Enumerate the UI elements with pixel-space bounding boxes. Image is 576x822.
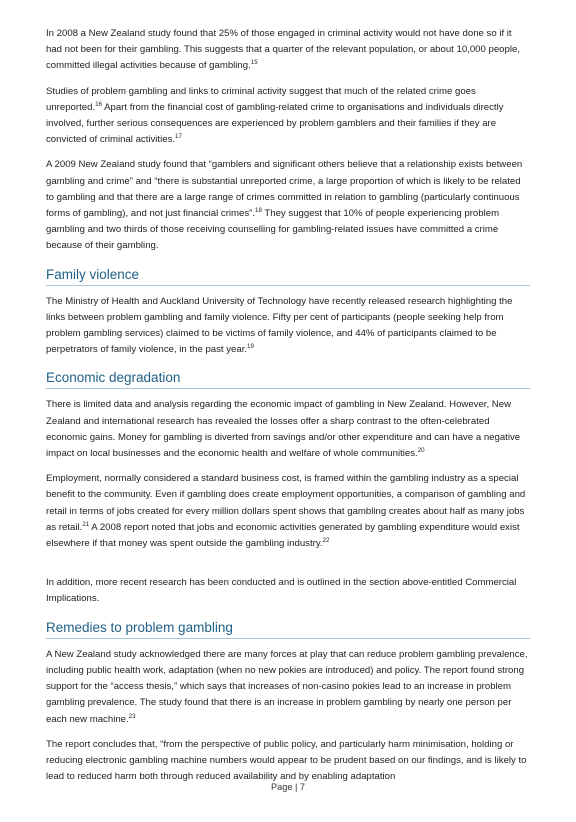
footnote-ref[interactable]: 15 <box>250 59 258 67</box>
page-number: Page | 7 <box>270 782 306 792</box>
paragraph-crime-study-2008: In 2008 a New Zealand study found that 25% of those engaged in criminal activity would not have done so if it had not been for their gambling. This suggests that a quarter of the relevant population, or about 10,000 people, committed illegal activities because of gambling.$^{15}$ <box>46 28 520 72</box>
spacer <box>46 561 530 575</box>
heading-family-violence: Family violence <box>46 267 530 286</box>
paragraph-employment: Employment, normally considered a standard business cost, is framed within the gambling industry as a special benefit to the community. Even if gambling does create employment opportunities, a comparison of gambling and retail in terms of jobs created for every million dollars spent shows that gambling creates about half as many jobs as retail.$^{21}$ A 2008 report noted that jobs and economic activities generated by gambling expenditure would exist elsewhere if that money was spent outside the gambling industry.$^{22}$ <box>46 473 526 550</box>
paragraph-crime-study-2009: A 2009 New Zealand study found that “gamblers and significant others believe that a relationship exists between gambling and crime” and “there is substantial unreported crime, a large proportion of which is likely to be related to gambling and that there are a large range of crimes committed in relation to gambling (particularly continuous forms of gambling), and not just financial crimes”.$^{18}$ They suggest that 10% of people experiencing problem gambling and two thirds of those receiving counselling for gambling-related issues have committed a crime because of their gambling. <box>46 159 523 252</box>
footnote-ref[interactable]: 18 <box>255 206 262 214</box>
footnote-ref[interactable]: 21 <box>82 520 90 528</box>
heading-remedies: Remedies to problem gambling <box>46 620 530 639</box>
paragraph-report-conclusion: The report concludes that, “from the perspective of public policy, and particularly harm minimisation, holding or reducing electronic gambling machine numbers would appear to be prudent based on our findings, and is likely to lead to reduced harm both through reduced availability and by enabling adaptation <box>46 738 527 783</box>
paragraph-unreported-crime: Studies of problem gambling and links to criminal activity suggest that much of the related crime goes unreported.$^{16}$ Apart from the financial cost of gambling-related crime to organisations and individuals directly involved, further serious consequences are experienced by problem gamblers and their families if they are convicted of criminal activities.$^{17}$ <box>46 85 504 146</box>
paragraph-economic-impact: There is limited data and analysis regarding the economic impact of gambling in New Zealand. However, New Zealand and international research has revealed the losses offer a sharp contrast to the often-celebrated economic gains. Money for gambling is diverted from savings and/or other expenditure and can have a negative impact on local businesses and the economic health and welfare of whole communities.$^{20}$ <box>46 399 521 460</box>
paragraph-recent-research: In addition, more recent research has been conducted and is outlined in the section above-entitled Commercial Implications. <box>46 577 517 605</box>
heading-economic-degradation: Economic degradation <box>46 370 530 389</box>
footnote-ref[interactable]: 17 <box>175 133 182 141</box>
footnote-ref[interactable]: 22 <box>322 536 330 544</box>
footnote-ref[interactable]: 20 <box>417 446 425 454</box>
paragraph-access-thesis: A New Zealand study acknowledged there are many forces at play that can reduce problem gambling prevalence, including public health work, adaptation (when no new pokies are introduced) and policy. The report found strong support for the “access thesis,” which says that increases of non-casino pokies lead to an increase in problem gambling prevalence. The study found that there is an increase in problem gambling by nearly one person per each new machine.$^{23}$ <box>46 648 528 725</box>
footnote-ref[interactable]: 16 <box>95 100 102 108</box>
footnote-ref[interactable]: 19 <box>247 343 254 351</box>
paragraph-family-violence: The Ministry of Health and Auckland University of Technology have recently released research highlighting the links between problem gambling and family violence. Fifty per cent of participants (people seeking help from problem gambling services) claimed to be victims of family violence, and 44% of participants claimed to be perpetrators of family violence, in the past year.$^{19}$ <box>46 295 513 356</box>
footnote-ref[interactable]: 23 <box>128 712 136 720</box>
